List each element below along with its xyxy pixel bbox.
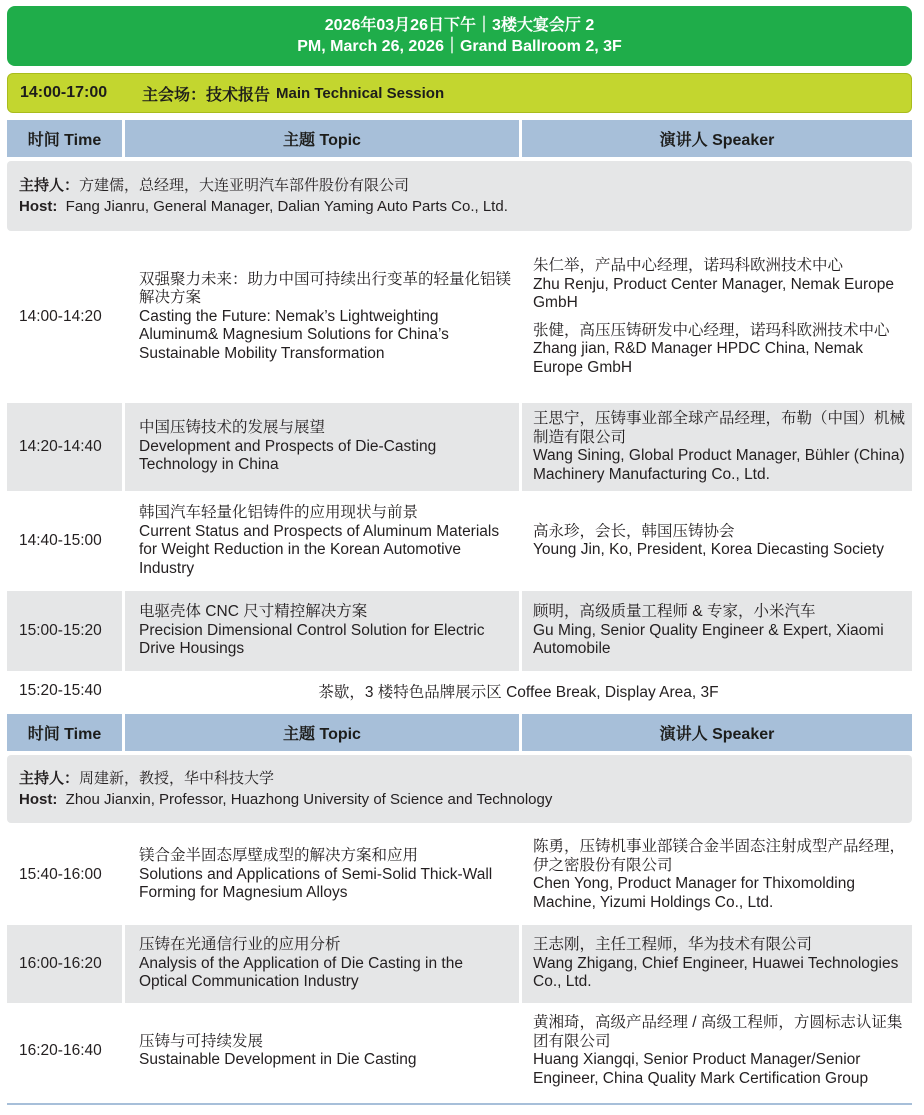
topic-cn: 双强聚力未来：助力中国可持续出行变革的轻量化铝镁解决方案 xyxy=(139,270,512,307)
topic-cn: 镁合金半固态厚壁成型的解决方案和应用 xyxy=(139,847,419,865)
row-topic xyxy=(125,403,519,491)
speaker-en: Gu Ming, Senior Quality Engineer & Expert, Xiaomi Automobile xyxy=(533,621,884,658)
speaker xyxy=(533,838,906,912)
topic-cn: 压铸在光通信行业的应用分析 xyxy=(139,936,341,954)
banner-line-en: PM, March 26, 2026｜Grand Ballroom 2, 3F xyxy=(297,38,622,55)
table-row xyxy=(7,237,912,397)
speaker-cn: 张健，高压压铸研发中心经理，诺玛科欧洲技术中心 xyxy=(533,321,890,339)
row-speakers xyxy=(522,1009,912,1093)
topic-cn: 中国压铸技术的发展与展望 xyxy=(139,419,326,437)
speaker xyxy=(533,322,906,378)
session-title-cn: 主会场：技术报告 xyxy=(142,86,271,104)
speaker xyxy=(533,410,906,484)
speaker xyxy=(533,936,906,992)
host-text-cn: 周建新，教授，华中科技大学 xyxy=(79,770,275,787)
speaker-cn: 高永珍，会长，韩国压铸协会 xyxy=(533,522,735,540)
topic-cn: 韩国汽车轻量化铝铸件的应用现状与前景 xyxy=(139,504,419,521)
row-time: 14:00-14:20 xyxy=(19,307,102,325)
speaker xyxy=(533,523,906,560)
table-row xyxy=(7,403,912,491)
row-topic xyxy=(125,925,519,1003)
speaker-cn: 陈勇，压铸机事业部镁合金半固态注射成型产品经理，伊之密股份有限公司 xyxy=(533,838,906,874)
host-text-en: Zhou Jianxin, Professor, Huazhong University of Science and Technology xyxy=(65,791,553,808)
host-line-cn xyxy=(19,768,912,789)
bottom-divider xyxy=(7,1103,912,1105)
speaker-cn: 朱仁举，产品中心经理，诺玛科欧洲技术中心 xyxy=(533,257,844,274)
agenda-page xyxy=(7,6,912,1093)
speaker-en: Wang Sining, Global Product Manager, Bühler (China) Machinery Manufacturing Co., Ltd. xyxy=(533,447,905,483)
row-time: 15:00-15:20 xyxy=(7,591,122,671)
speaker xyxy=(533,257,906,313)
row-topic xyxy=(125,1009,519,1093)
table-row xyxy=(7,831,912,919)
header-time: 时间 Time xyxy=(7,120,122,157)
session-title-en: Main Technical Session xyxy=(276,84,445,102)
topic-en: Precision Dimensional Control Solution for Electric Drive Housings xyxy=(139,621,485,658)
topic-en: Development and Prospects of Die-Casting Technology in China xyxy=(139,437,437,474)
host-label-cn: 主持人： xyxy=(19,177,80,194)
row-topic xyxy=(125,237,519,397)
row-speakers xyxy=(522,237,912,397)
speaker-cn: 黄湘琦，高级产品经理 / 高级工程师，方圆标志认证集团有限公司 xyxy=(533,1014,903,1050)
table-row xyxy=(7,591,912,671)
speaker-en: Chen Yong, Product Manager for Thixomolding Machine, Yizumi Holdings Co., Ltd. xyxy=(533,875,855,911)
row-time: 16:20-16:40 xyxy=(19,1041,102,1059)
speaker xyxy=(533,1014,906,1088)
speaker-cn: 王志刚，主任工程师，华为技术有限公司 xyxy=(533,936,813,954)
session-time: 14:00-17:00 xyxy=(20,84,108,101)
speaker-en: Zhu Renju, Product Center Manager, Nemak Europe GmbH xyxy=(533,275,894,311)
host-line-en xyxy=(19,789,912,810)
host-label-en: Host: xyxy=(19,198,58,215)
row-speakers xyxy=(522,497,912,585)
host-box-1 xyxy=(7,161,912,231)
coffee-break-row xyxy=(7,671,912,711)
host-text-cn: 方建儒，总经理，大连亚明汽车部件股份有限公司 xyxy=(79,177,410,194)
break-time: 15:20-15:40 xyxy=(19,682,102,699)
session-bar xyxy=(7,73,912,113)
header-speaker: 演讲人 Speaker xyxy=(522,714,912,751)
row-topic xyxy=(125,591,519,671)
speaker xyxy=(533,603,906,659)
topic-cn: 压铸与可持续发展 xyxy=(139,1032,264,1050)
speaker-en: Zhang jian, R&D Manager HPDC China, Nemak Europe GmbH xyxy=(533,340,863,376)
date-venue-banner xyxy=(7,6,912,66)
row-time: 16:00-16:20 xyxy=(7,925,122,1003)
table-row xyxy=(7,925,912,1003)
header-topic: 主题 Topic xyxy=(125,714,519,751)
topic-en: Current Status and Prospects of Aluminum Materials for Weight Reduction in the Korean Automotive Industry xyxy=(139,522,500,577)
row-speakers xyxy=(522,925,912,1003)
topic-en: Analysis of the Application of Die Casting in the Optical Communication Industry xyxy=(139,954,463,991)
banner-line-cn: 2026年03月26日下午｜3楼大宴会厅 2 xyxy=(324,17,595,34)
topic-cn: 电驱壳体 CNC 尺寸精控解决方案 xyxy=(139,603,368,621)
host-label-en: Host: xyxy=(19,791,58,808)
topic-en: Casting the Future: Nemak’s Lightweighting Aluminum& Magnesium Solutions for China’s Sustainable Mobility Transformation xyxy=(139,307,449,362)
row-topic xyxy=(125,497,519,585)
speaker-en: Wang Zhigang, Chief Engineer, Huawei Technologies Co., Ltd. xyxy=(533,954,899,991)
row-speakers xyxy=(522,831,912,919)
host-line-cn xyxy=(19,175,912,196)
speaker-en: Huang Xiangqi, Senior Product Manager/Senior Engineer, China Quality Mark Certification Group xyxy=(533,1051,869,1087)
row-time: 14:20-14:40 xyxy=(7,403,122,491)
host-label-cn: 主持人： xyxy=(19,770,80,787)
row-time: 14:40-15:00 xyxy=(19,531,102,549)
topic-en: Sustainable Development in Die Casting xyxy=(139,1051,417,1068)
host-box-2 xyxy=(7,755,912,823)
topic-en: Solutions and Applications of Semi-Solid Thick-Wall Forming for Magnesium Alloys xyxy=(139,865,493,902)
speaker-en: Young Jin, Ko, President, Korea Diecasting Society xyxy=(533,541,884,558)
header-speaker: 演讲人 Speaker xyxy=(522,120,912,157)
row-topic xyxy=(125,831,519,919)
row-speakers xyxy=(522,403,912,491)
speaker-cn: 顾明，高级质量工程师 & 专家，小米汽车 xyxy=(533,603,816,621)
header-time: 时间 Time xyxy=(7,714,122,751)
table-header-1 xyxy=(7,120,912,157)
row-time: 15:40-16:00 xyxy=(19,865,102,883)
table-row xyxy=(7,1009,912,1093)
row-speakers xyxy=(522,591,912,671)
header-topic: 主题 Topic xyxy=(125,120,519,157)
break-text: 茶歇，3 楼特色品牌展示区 Coffee Break, Display Area, 3F xyxy=(318,684,719,701)
host-text-en: Fang Jianru, General Manager, Dalian Yaming Auto Parts Co., Ltd. xyxy=(65,198,508,215)
table-header-2 xyxy=(7,714,912,751)
table-row xyxy=(7,497,912,585)
speaker-cn: 王思宁，压铸事业部全球产品经理，布勒（中国）机械制造有限公司 xyxy=(533,410,906,446)
host-line-en xyxy=(19,196,912,217)
